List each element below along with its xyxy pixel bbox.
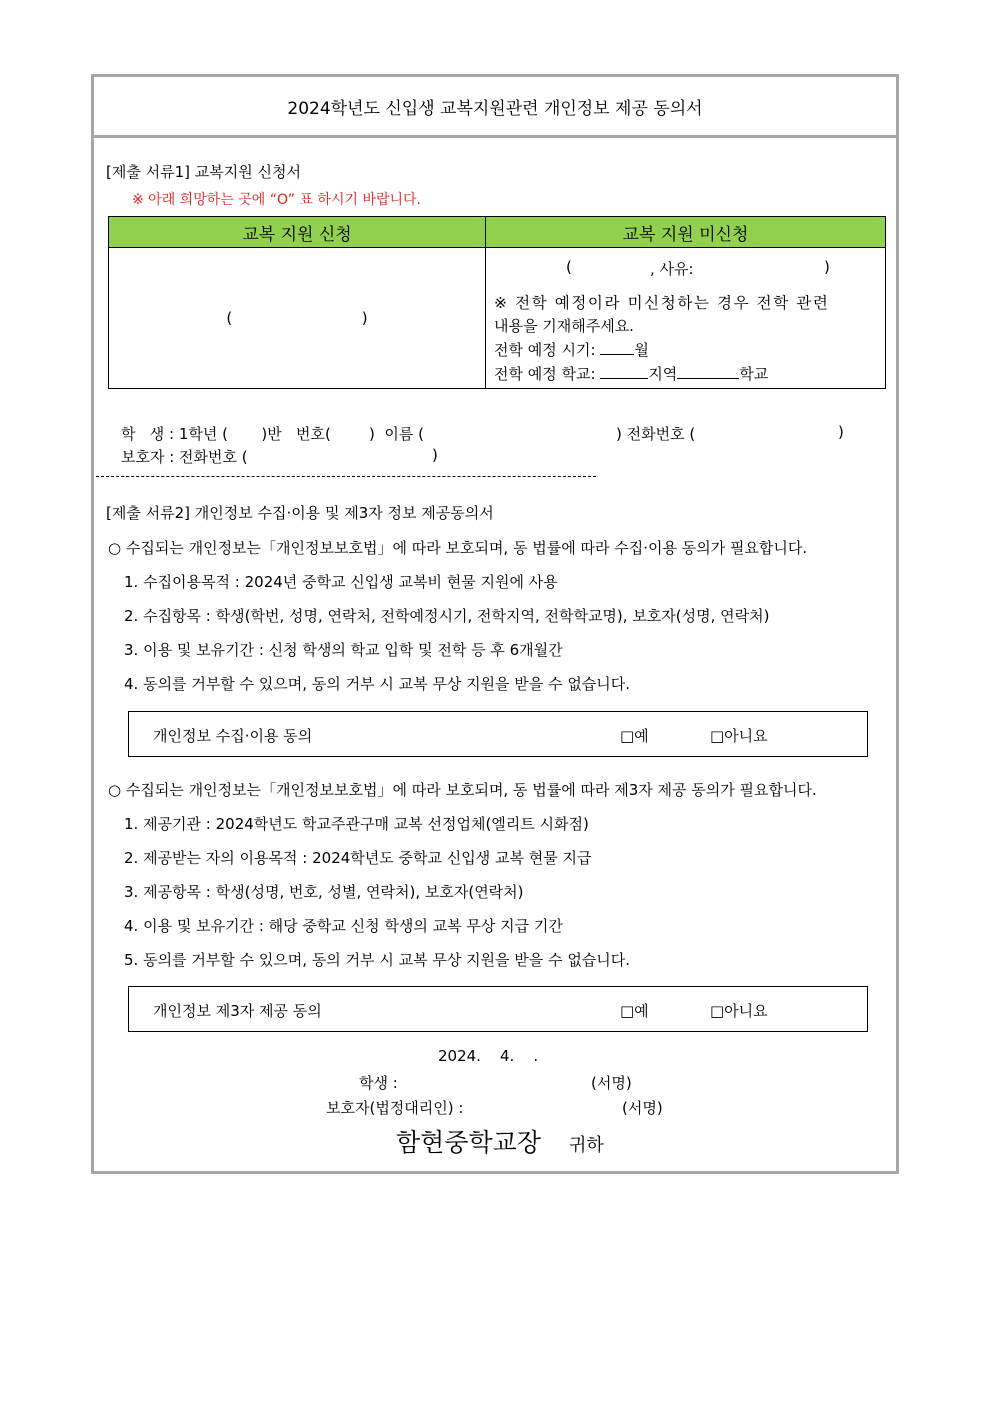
student-close: ) (838, 423, 844, 441)
consent2-box (128, 986, 868, 1032)
sign-guardian-sign[interactable]: (서명) (622, 1099, 663, 1117)
school-name: 함현중학교장 (396, 1128, 541, 1157)
guardian-close: ) (432, 446, 438, 464)
sec1-item: 3. 이용 및 보유기간 : 신청 학생의 학교 입학 및 전학 등 후 6개월간 (124, 641, 563, 659)
consent2-no[interactable]: □아니요 (710, 1002, 768, 1020)
transfer-time-label: 전학 예정 시기: (494, 341, 596, 359)
consent2-label: 개인정보 제3자 제공 동의 (153, 1002, 322, 1020)
sign-student-sign[interactable]: (서명) (591, 1074, 632, 1092)
consent1-no[interactable]: □아니요 (710, 727, 768, 745)
sec2-intro: ○ 수집되는 개인정보는「개인정보보호법」에 따라 보호되며, 동 법률에 따라 제3자 제공 동의가 필요합니다. (108, 781, 817, 799)
transfer-school (494, 363, 768, 384)
transfer-time-unit: 월 (634, 341, 649, 359)
sign-date: 2024. 4. . (438, 1047, 539, 1065)
sign-guardian: 보호자(법정대리인) : (326, 1099, 464, 1117)
school-suffix: 귀하 (569, 1135, 604, 1156)
apply-paren-close: ) (361, 309, 368, 327)
student-label: 학 생 : 1학년 ( )반 번호( ) 이름 ( (121, 425, 425, 443)
col-apply: 교복 지원 신청 (109, 217, 486, 248)
transfer-time (494, 339, 649, 360)
consent1-yes[interactable]: □예 (620, 727, 649, 745)
noapply-cell[interactable] (486, 248, 886, 389)
transfer-note-1: ※ 전학 예정이라 미신청하는 경우 전학 관련 (494, 294, 830, 312)
sec2-item: 2. 제공받는 자의 이용목적 : 2024학년도 중학교 신입생 교복 현물 지급 (124, 849, 592, 867)
reason-label: , 사유: (650, 260, 694, 278)
reason-open: ( (566, 258, 572, 276)
sec2-item: 5. 동의를 거부할 수 있으며, 동의 거부 시 교복 무상 지원을 받을 수 없습니다. (124, 951, 631, 969)
transfer-region-unit: 지역 (648, 365, 678, 383)
apply-table (108, 216, 886, 389)
sec1-item: 2. 수집항목 : 학생(학번, 성명, 연락처, 전학예정시기, 전학지역, 전학학교명), 보호자(성명, 연락처) (124, 607, 770, 625)
doc1-heading: [제출 서류1] 교복지원 신청서 (106, 163, 301, 181)
transfer-school-unit: 학교 (739, 365, 769, 383)
doc1-note: ※ 아래 희망하는 곳에 “O” 표 하시기 바랍니다. (132, 192, 421, 208)
sec1-item: 4. 동의를 거부할 수 있으며, 동의 거부 시 교복 무상 지원을 받을 수 없습니다. (124, 675, 631, 693)
apply-cell[interactable] (109, 248, 486, 389)
sign-student: 학생 : (359, 1074, 398, 1092)
sec1-item: 1. 수집이용목적 : 2024년 중학교 신입생 교복비 현물 지원에 사용 (124, 573, 558, 591)
consent1-box (128, 711, 868, 757)
sec1-intro: ○ 수집되는 개인정보는「개인정보보호법」에 따라 보호되며, 동 법률에 따라 수집·이용 동의가 필요합니다. (108, 539, 808, 557)
transfer-school-label: 전학 예정 학교: (494, 365, 596, 383)
col-noapply: 교복 지원 미신청 (486, 217, 886, 248)
student-info[interactable] (121, 423, 424, 444)
sec2-item: 3. 제공항목 : 학생(성명, 번호, 성별, 연락처), 보호자(연락처) (124, 883, 524, 901)
transfer-note-2: 내용을 기재해주세요. (494, 317, 634, 335)
reason-close: ) (824, 258, 830, 276)
divider (96, 476, 596, 477)
doc2-heading: [제출 서류2] 개인정보 수집·이용 및 제3자 정보 제공동의서 (106, 504, 494, 522)
form-title: 2024학년도 신입생 교복지원관련 개인정보 제공 동의서 (94, 77, 896, 138)
guardian-label[interactable]: 보호자 : 전화번호 ( (121, 448, 248, 466)
consent2-yes[interactable]: □예 (620, 1002, 649, 1020)
sec2-item: 1. 제공기관 : 2024학년도 학교주관구매 교복 선정업체(엘리트 시화점) (124, 815, 589, 833)
apply-paren-open: ( (226, 309, 233, 327)
student-phone: ) 전화번호 ( (616, 425, 696, 443)
sec2-item: 4. 이용 및 보유기간 : 해당 중학교 신청 학생의 교복 무상 지급 기간 (124, 917, 563, 935)
consent1-label: 개인정보 수집·이용 동의 (153, 727, 313, 745)
form-frame (91, 74, 899, 1174)
